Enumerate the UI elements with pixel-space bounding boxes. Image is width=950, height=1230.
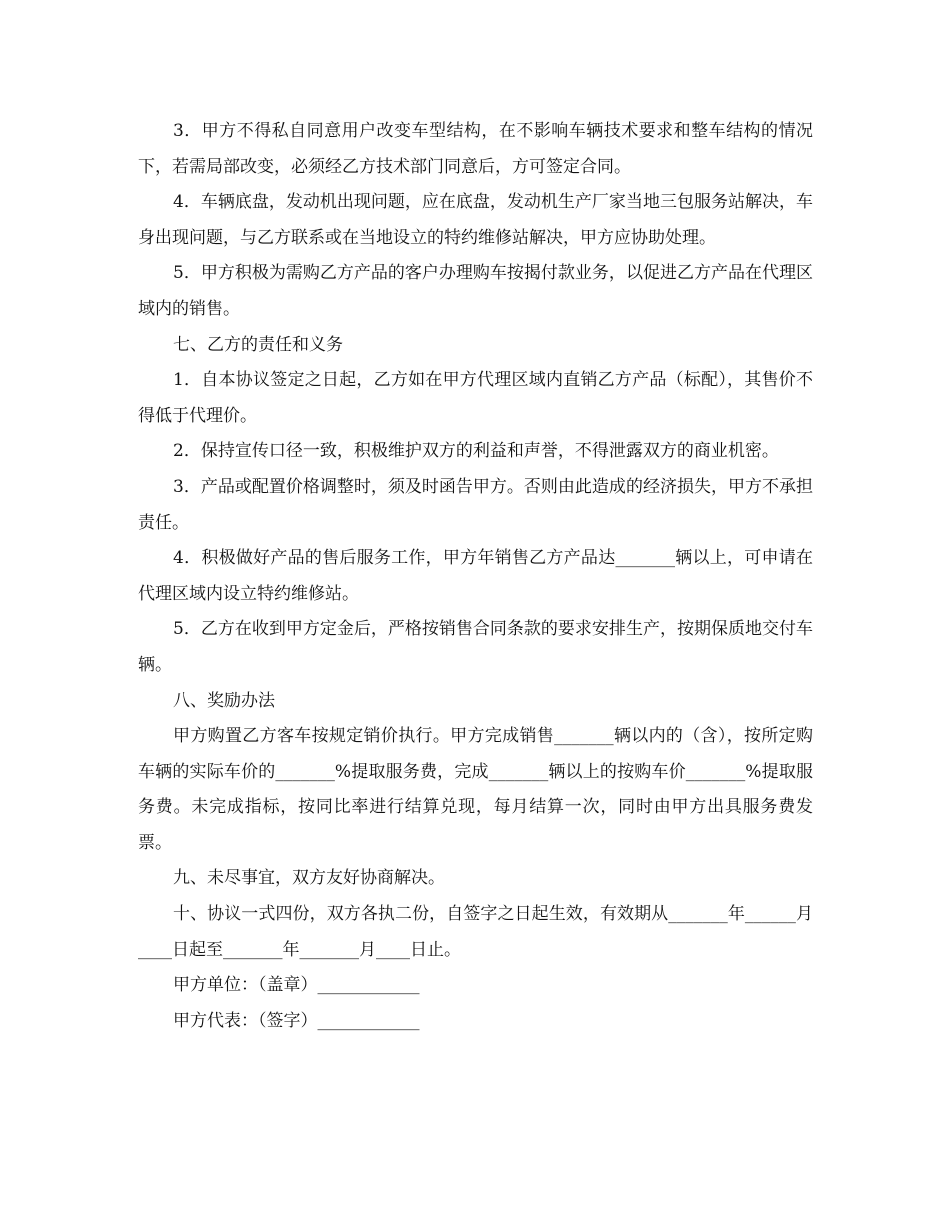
- document-body: [138, 114, 813, 1039]
- clause-paragraph: 3．产品或配置价格调整时，须及时函告甲方。否则由此造成的经济损失，甲方不承担责任。: [138, 476, 813, 533]
- section-heading: 九、未尽事宜，双方友好协商解决。: [173, 868, 445, 889]
- clause-paragraph: 2．保持宣传口径一致，积极维护双方的利益和声誉，不得泄露双方的商业机密。: [173, 441, 779, 462]
- clause-paragraph: 十、协议一式四份，双方各执二份，自签字之日起生效，有效期从_______年______月____日起至_______年_______月____日止。: [138, 904, 813, 960]
- clause-paragraph: 1．自本协议签定之日起，乙方如在甲方代理区域内直销乙方产品（标配），其售价不得低于代理价。: [138, 370, 813, 426]
- clause-paragraph: 3．甲方不得私自同意用户改变车型结构，在不影响车辆技术要求和整车结构的情况下，若需局部改变，必须经乙方技术部门同意后，方可签定合同。: [138, 121, 813, 177]
- clause-paragraph: 5．乙方在收到甲方定金后，严格按销售合同条款的要求安排生产，按期保质地交付车辆。: [138, 619, 813, 675]
- section-heading: 八、奖励办法: [173, 690, 275, 711]
- clause-paragraph: 4．车辆底盘，发动机出现问题，应在底盘，发动机生产厂家当地三包服务站解决，车身出现问题，与乙方联系或在当地设立的特约维修站解决，甲方应协助处理。: [138, 192, 813, 248]
- clause-paragraph: 4．积极做好产品的售后服务工作，甲方年销售乙方产品达_______辆以上，可申请在代理区域内设立特约维修站。: [138, 548, 813, 604]
- clause-paragraph: 甲方购置乙方客车按规定销价执行。甲方完成销售_______辆以内的（含），按所定购车辆的实际车价的_______%提取服务费，完成_______辆以上的按购车价_______%提取服务费。未完成指标，按同比率进行结算兑现，每月结算一次，同时由甲方出具服务费发票。: [138, 726, 813, 853]
- section-heading: 七、乙方的责任和义务: [173, 334, 343, 355]
- signature-line-unit: 甲方单位：（盖章）____________: [173, 975, 420, 996]
- clause-paragraph: 5．甲方积极为需购乙方产品的客户办理购车按揭付款业务，以促进乙方产品在代理区域内的销售。: [138, 263, 813, 319]
- signature-line-representative: 甲方代表：（签字）____________: [173, 1010, 420, 1031]
